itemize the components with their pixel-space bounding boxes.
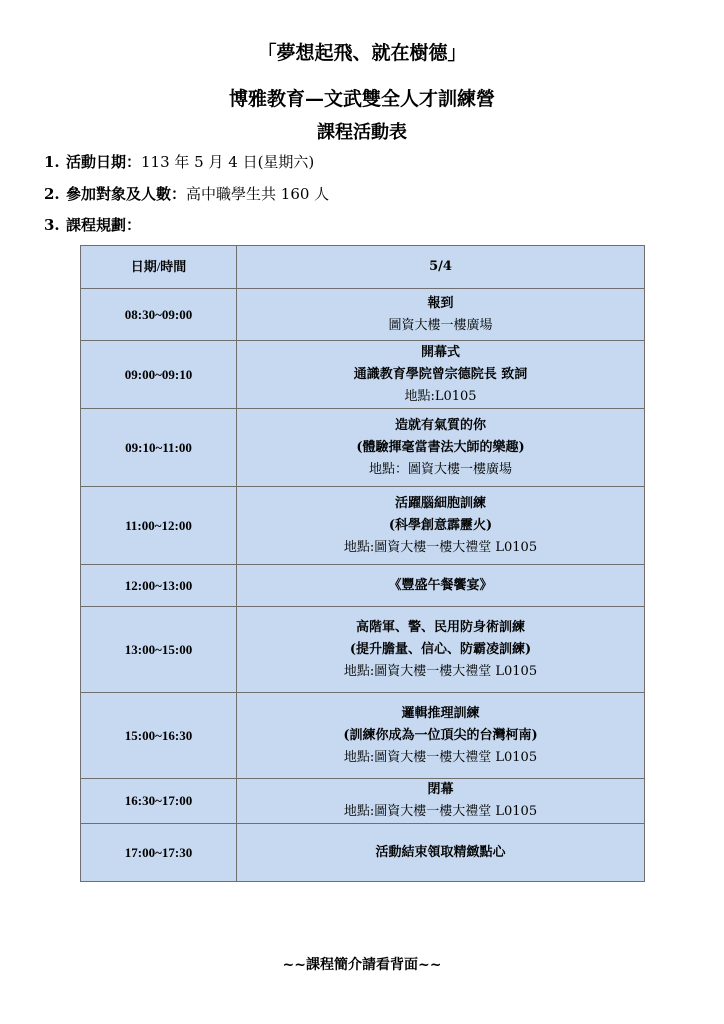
activity-line: (提升膽量、信心、防霸凌訓練) bbox=[349, 641, 532, 657]
activity-line: 活躍腦細胞訓練 bbox=[394, 495, 486, 511]
page-subtitle: 課程活動表 bbox=[317, 122, 407, 143]
row-time: 16:30~17:00 bbox=[81, 779, 237, 824]
activity-line: 地點:圖資大樓一樓大禮堂 L0105 bbox=[343, 663, 538, 679]
activity-line: 造就有氣質的你 bbox=[394, 417, 486, 433]
table-row bbox=[81, 565, 645, 607]
table-row bbox=[81, 779, 645, 824]
activity-line: 通識教育學院曾宗德院長 致詞 bbox=[353, 366, 528, 382]
slogan: 「夢想起飛、就在樹德」 bbox=[257, 42, 467, 64]
activity-line: 地點:圖資大樓一樓大禮堂 L0105 bbox=[343, 749, 538, 765]
table-row bbox=[81, 409, 645, 487]
table-row bbox=[81, 289, 645, 341]
info-label: 活動日期： bbox=[66, 153, 142, 171]
row-activity bbox=[237, 565, 645, 607]
activity-line: 閉幕 bbox=[427, 782, 454, 797]
activity-line: 活動結束領取精緻點心 bbox=[375, 844, 506, 860]
row-activity bbox=[237, 824, 645, 882]
row-activity bbox=[237, 289, 645, 341]
info-label: 課程規劃： bbox=[66, 216, 142, 234]
activity-line: 報到 bbox=[427, 295, 454, 311]
info-number: 2. bbox=[44, 185, 60, 203]
activity-line: 《豐盛午餐饗宴》 bbox=[388, 577, 493, 593]
activity-line: 邏輯推理訓練 bbox=[401, 705, 480, 721]
row-time: 08:30~09:00 bbox=[81, 289, 237, 341]
header-date: 5/4 bbox=[237, 246, 645, 289]
footer-note: ~~課程簡介請看背面~~ bbox=[282, 957, 442, 973]
table-row bbox=[81, 693, 645, 779]
activity-line: 地點:圖資大樓一樓大禮堂 L0105 bbox=[343, 804, 538, 819]
activity-line: (體驗揮毫當書法大師的樂趣) bbox=[356, 439, 525, 455]
row-activity bbox=[237, 409, 645, 487]
row-time: 12:00~13:00 bbox=[81, 565, 237, 607]
row-activity bbox=[237, 779, 645, 824]
row-time: 09:10~11:00 bbox=[81, 409, 237, 487]
activity-line: 開幕式 bbox=[420, 344, 460, 360]
activity-line: 地點：圖資大樓一樓廣場 bbox=[368, 461, 512, 477]
row-time: 09:00~09:10 bbox=[81, 341, 237, 409]
activity-line: (科學創意霹靂火) bbox=[388, 517, 493, 533]
info-date bbox=[44, 151, 314, 172]
info-course-plan bbox=[44, 214, 141, 235]
info-number: 3. bbox=[44, 216, 60, 234]
header-time: 日期/時間 bbox=[81, 246, 237, 289]
table-row bbox=[81, 824, 645, 882]
activity-line: 圖資大樓一樓廣場 bbox=[388, 317, 493, 333]
info-label: 參加對象及人數： bbox=[66, 185, 187, 203]
activity-line: 地點:圖資大樓一樓大禮堂 L0105 bbox=[343, 539, 538, 555]
info-value: 高中職學生共 160 人 bbox=[186, 185, 330, 203]
row-activity bbox=[237, 487, 645, 565]
table-header-row bbox=[81, 246, 645, 289]
table-row bbox=[81, 607, 645, 693]
info-number: 1. bbox=[44, 153, 60, 171]
info-value: 113 年 5 月 4 日(星期六) bbox=[141, 153, 315, 171]
info-participants bbox=[44, 183, 329, 204]
row-activity bbox=[237, 607, 645, 693]
row-time: 11:00~12:00 bbox=[81, 487, 237, 565]
row-time: 13:00~15:00 bbox=[81, 607, 237, 693]
table-row bbox=[81, 487, 645, 565]
row-activity bbox=[237, 341, 645, 409]
table-row bbox=[81, 341, 645, 409]
schedule-table bbox=[80, 245, 645, 882]
row-time: 17:00~17:30 bbox=[81, 824, 237, 882]
activity-line: (訓練你成為一位頂尖的台灣柯南) bbox=[343, 727, 538, 743]
activity-line: 地點:L0105 bbox=[404, 388, 477, 404]
page-title: 博雅教育—文武雙全人才訓練營 bbox=[228, 88, 495, 110]
row-time: 15:00~16:30 bbox=[81, 693, 237, 779]
row-activity bbox=[237, 693, 645, 779]
activity-line: 高階軍、警、民用防身術訓練 bbox=[355, 619, 525, 635]
